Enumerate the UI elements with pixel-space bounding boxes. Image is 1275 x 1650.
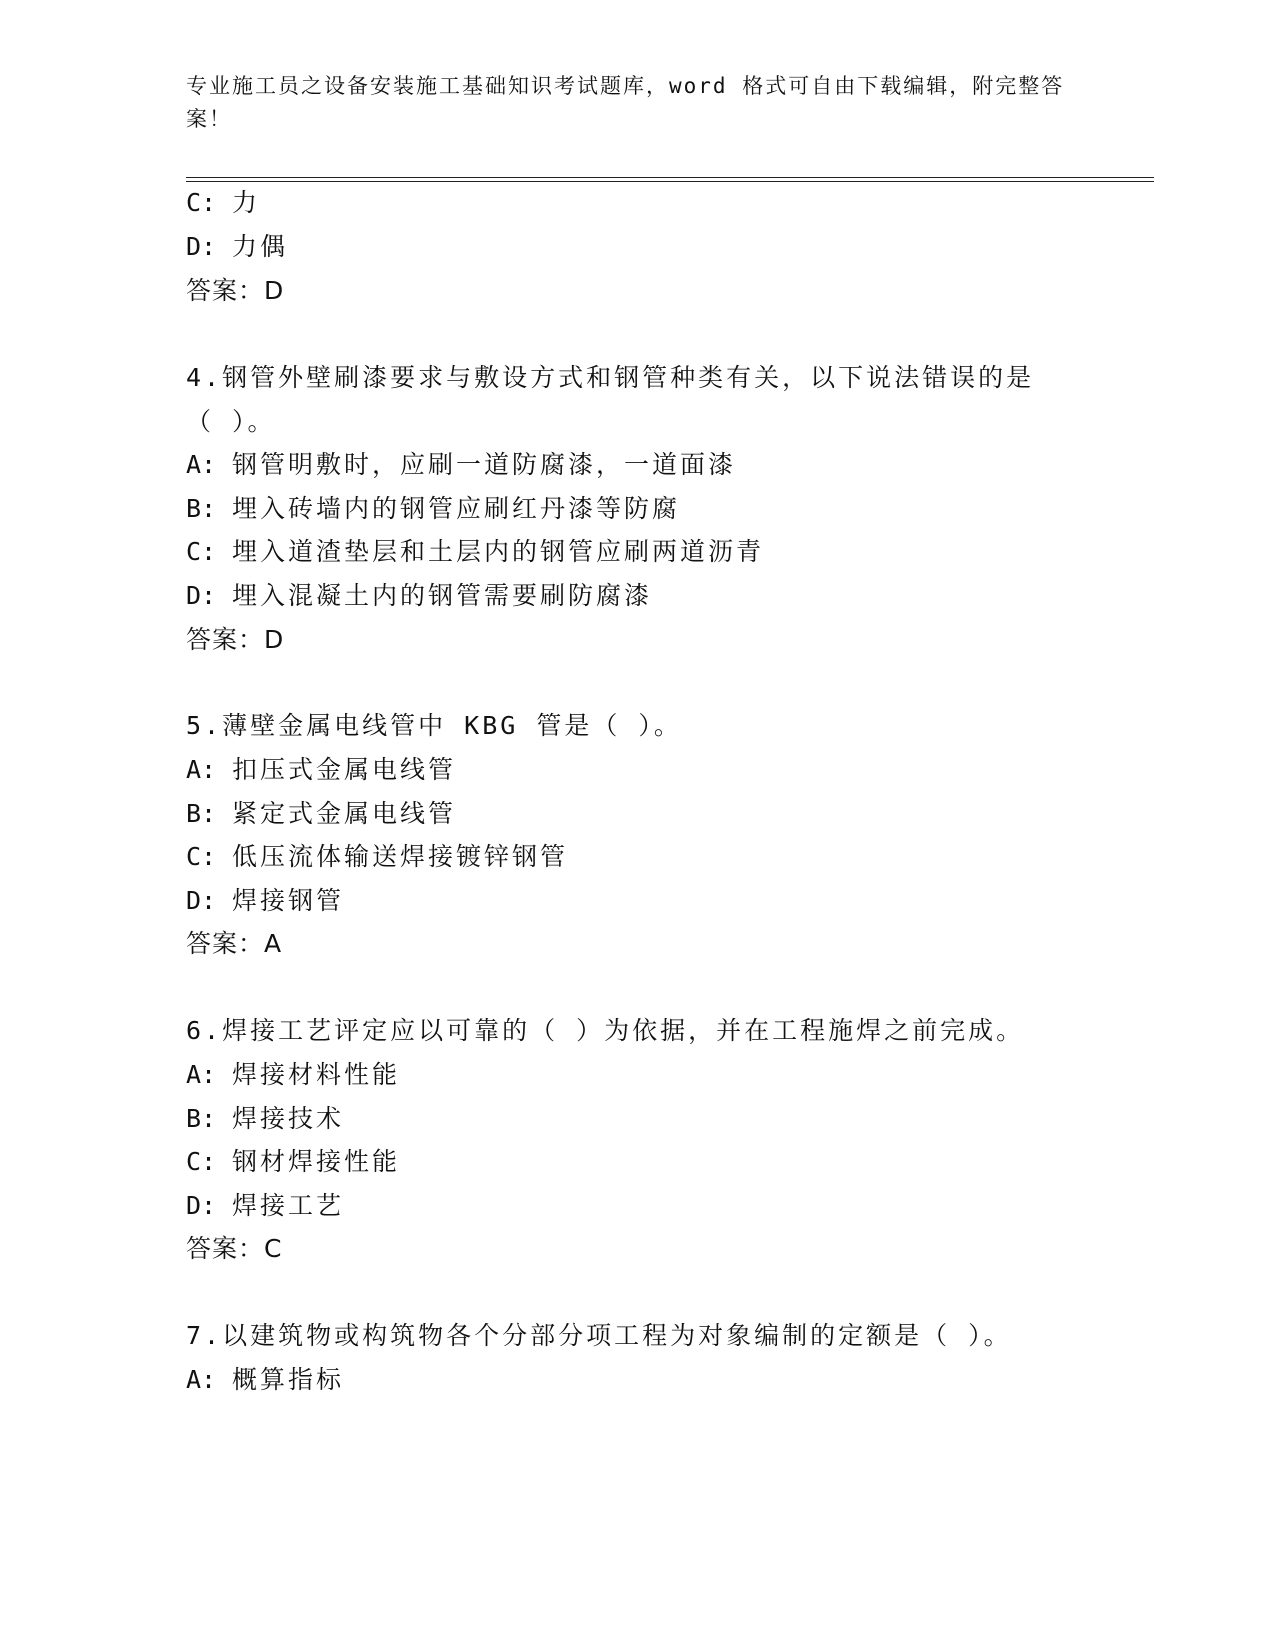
q5-option-d xyxy=(186,884,344,918)
option-text: 概算指标 xyxy=(232,1365,345,1394)
option-letter: A: xyxy=(186,755,217,784)
q5-option-c xyxy=(186,840,568,874)
option-text: 钢材焊接性能 xyxy=(232,1147,401,1176)
header-divider-bottom xyxy=(186,181,1154,182)
document-header: 专业施工员之设备安装施工基础知识考试题库，word 格式可自由下载编辑，附完整答案！ xyxy=(186,74,1065,131)
q4-answer: 答案：D xyxy=(186,625,285,654)
option-letter: B: xyxy=(186,494,217,523)
option-text: 埋入道渣垫层和土层内的钢管应刷两道沥青 xyxy=(232,537,765,566)
q3-option-d xyxy=(186,230,288,264)
option-text: 焊接钢管 xyxy=(232,886,345,915)
q6-answer: 答案：C xyxy=(186,1234,283,1263)
q4-option-d xyxy=(186,579,652,613)
q6-option-d xyxy=(186,1189,344,1223)
option-letter: C: xyxy=(186,188,217,217)
option-letter: A: xyxy=(186,1365,217,1394)
q4-option-a xyxy=(186,448,736,482)
q3-option-c xyxy=(186,186,260,220)
q5-answer: 答案：A xyxy=(186,929,283,958)
option-letter: A: xyxy=(186,1060,217,1089)
option-letter: D: xyxy=(186,581,217,610)
option-letter: C: xyxy=(186,842,217,871)
q6-option-c xyxy=(186,1145,400,1179)
q4-option-b xyxy=(186,492,680,526)
option-letter: A: xyxy=(186,450,217,479)
q4-stem-continued: （ ）。 xyxy=(186,407,276,436)
q7-stem: 7.以建筑物或构筑物各个分部分项工程为对象编制的定额是（ ）。 xyxy=(186,1321,1012,1350)
q3-answer: 答案：D xyxy=(186,276,285,305)
option-letter: D: xyxy=(186,886,217,915)
option-letter: D: xyxy=(186,1191,217,1220)
header-divider-top xyxy=(186,177,1154,178)
q6-option-a xyxy=(186,1058,400,1092)
option-letter: D: xyxy=(186,232,217,261)
option-text: 力偶 xyxy=(232,232,289,261)
q5-option-a xyxy=(186,753,456,787)
option-text: 焊接技术 xyxy=(232,1104,345,1133)
q7-option-a xyxy=(186,1363,344,1397)
option-text: 焊接材料性能 xyxy=(232,1060,401,1089)
option-letter: C: xyxy=(186,537,217,566)
q5-option-b xyxy=(186,797,456,831)
q6-option-b xyxy=(186,1102,344,1136)
option-text: 埋入混凝土内的钢管需要刷防腐漆 xyxy=(232,581,653,610)
q4-option-c xyxy=(186,535,764,569)
option-letter: B: xyxy=(186,1104,217,1133)
q6-stem: 6.焊接工艺评定应以可靠的（ ）为依据，并在工程施焊之前完成。 xyxy=(186,1016,1025,1045)
q4-stem: 4.钢管外壁刷漆要求与敷设方式和钢管种类有关，以下说法错误的是 xyxy=(186,363,1035,392)
q5-stem: 5.薄壁金属电线管中 KBG 管是（ ）。 xyxy=(186,711,682,740)
option-letter: C: xyxy=(186,1147,217,1176)
option-text: 焊接工艺 xyxy=(232,1191,345,1220)
option-text: 钢管明敷时，应刷一道防腐漆，一道面漆 xyxy=(232,450,737,479)
option-text: 埋入砖墙内的钢管应刷红丹漆等防腐 xyxy=(232,494,681,523)
option-text: 扣压式金属电线管 xyxy=(232,755,457,784)
option-text: 紧定式金属电线管 xyxy=(232,799,457,828)
option-letter: B: xyxy=(186,799,217,828)
option-text: 力 xyxy=(232,188,261,217)
option-text: 低压流体输送焊接镀锌钢管 xyxy=(232,842,569,871)
